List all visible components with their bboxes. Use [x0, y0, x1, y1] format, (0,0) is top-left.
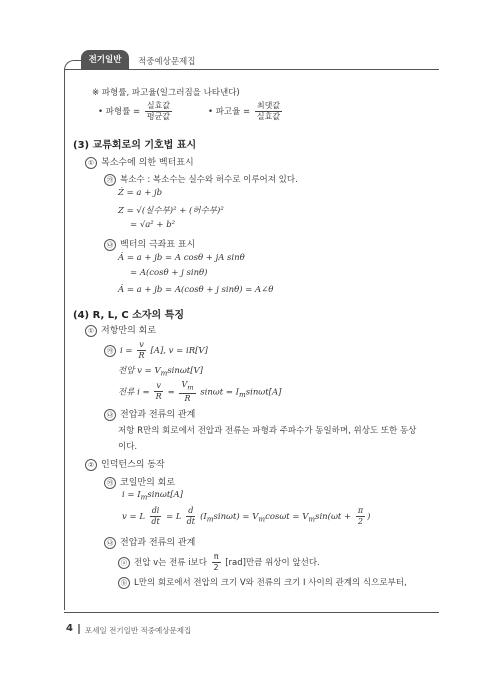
marker-1: ① [85, 157, 97, 169]
s4-item-1-label: 저항만의 회로 [101, 326, 157, 336]
eq-polar-3: Ȧ = a + jb = A(cosθ + j sinθ) = A∠θ [118, 285, 274, 295]
eq-current-n2-sub: m [187, 383, 194, 392]
relation-a-post: [rad]만큼 위상이 앞선다. [225, 558, 320, 568]
header-tab-label: 전기일반 [88, 55, 122, 65]
eq-coil-v-mid5: sin(ωt + [315, 512, 352, 522]
eq-voltage [118, 364, 203, 378]
eq-coil-v-sub: m [206, 514, 214, 524]
eq-polar-2: = A(cosθ + j sinθ) [130, 268, 208, 278]
s3-item-1-label: 복소수에 의한 벡터표시 [101, 158, 194, 168]
eq-coil-v-sub3: m [308, 514, 316, 524]
eq-current [118, 380, 281, 404]
eq-coil-v-frac1 [150, 506, 162, 527]
relation-a [118, 552, 320, 573]
form-factor-label: • 파형률 = [98, 107, 141, 117]
eq-coil-v-d2: dt [186, 517, 195, 526]
eq-current-tail: sinωt = I [200, 387, 240, 398]
eq-z-magnitude: Z = √(실수부)² + (허수부)² [118, 206, 224, 216]
crest-factor-fraction [255, 101, 282, 122]
eq-current-frac2 [179, 380, 195, 404]
header-tab [81, 50, 129, 70]
marker-na: ㉯ [104, 409, 116, 421]
eq-coil-current-sub: m [140, 492, 148, 502]
s4-item-2 [85, 457, 165, 471]
eq-current-d1: R [155, 392, 162, 402]
eq-current-label: 전류 i = [118, 387, 150, 398]
eq-voltage-sub: m [160, 368, 168, 378]
s4-item-1b [104, 407, 195, 421]
marker-b: ⓑ [118, 577, 130, 589]
eq-coil-v-sub2: m [258, 514, 266, 524]
eq-ohm [104, 340, 208, 361]
footer-divider [78, 624, 80, 634]
form-factor-fraction [145, 101, 172, 122]
eq-current-eq: = [167, 387, 175, 398]
book-title: 적중예상문제집 [138, 57, 196, 67]
eq-current-n2 [179, 380, 195, 394]
relation-a-pre: 전압 v는 전류 i보다 [134, 558, 207, 568]
s3-item-1b-label: 벡터의 극좌표 표시 [120, 240, 196, 250]
eq-coil-v-n2: d [188, 506, 194, 515]
eq-coil-current-rest: sinωt[A] [147, 490, 184, 500]
eq-current-frac1 [154, 381, 163, 402]
relation-b-text: L만의 회로에서 전압의 크기 V와 전류의 크기 I 사이의 관계의 식으로부터, [134, 578, 407, 588]
eq-coil-v-d3: 2 [357, 517, 363, 526]
crest-factor [208, 101, 284, 122]
s4-item-2-label: 인덕턴스의 동작 [101, 460, 165, 470]
s4-item-1 [85, 323, 156, 337]
s3-item-1 [85, 155, 194, 169]
relation-text-2: 이다. [118, 442, 138, 452]
eq-ohm-num: v [139, 340, 144, 349]
marker-a: ⓐ [118, 557, 130, 569]
s4-item-2a [104, 475, 175, 489]
s4-item-2b [104, 535, 195, 549]
marker-ga: ㉮ [104, 174, 116, 186]
eq-coil-v-mid2: (I [200, 512, 207, 522]
eq-coil-v-left: v = L [122, 512, 145, 522]
eq-coil-voltage [122, 506, 370, 527]
marker-1: ① [85, 325, 97, 337]
crest-factor-den: 실효값 [256, 112, 281, 121]
relation-a-num: π [213, 552, 219, 561]
eq-ohm-fraction [137, 340, 146, 361]
marker-2: ② [85, 459, 97, 471]
crest-factor-num: 최댓값 [256, 101, 281, 110]
left-margin-line [64, 70, 65, 610]
eq-coil-v-mid3: sinωt) = V [213, 512, 259, 522]
crest-factor-label: • 파고율 = [208, 107, 251, 117]
s3-item-1a [104, 173, 298, 186]
marker-ga: ㉮ [104, 477, 116, 489]
footer-rule [64, 612, 439, 613]
s4-item-2a-label: 코일만의 회로 [120, 478, 176, 488]
eq-coil-v-n1: di [151, 506, 160, 515]
eq-current-tail2: sinωt[A] [245, 387, 282, 398]
eq-current-tail-sub: m [239, 389, 246, 399]
eq-voltage-rest: sinωt[V] [167, 366, 203, 376]
eq-coil-v-frac2 [186, 506, 195, 527]
relation-text: 저항 R만의 회로에서 전압과 전류는 파형과 주파수가 동일하며, 위상도 또한 동상 [118, 426, 417, 436]
eq-coil-v-end: ) [367, 512, 371, 522]
form-factor-num: 실효값 [146, 101, 171, 110]
eq-voltage-text: 전압 v = V [118, 366, 161, 376]
s4-item-1b-label: 전압과 전류의 관계 [120, 410, 196, 420]
eq-coil-v-d1: dt [151, 517, 160, 526]
page-number: 4 [66, 623, 73, 634]
s4-item-2b-label: 전압과 전류의 관계 [120, 538, 196, 548]
note-title: ※ 파형률, 파고율(일그러짐을 나타낸다) [92, 88, 240, 98]
eq-current-n1: v [156, 381, 161, 391]
eq-coil-v-n3: π [357, 506, 364, 515]
header-rule [64, 69, 439, 70]
section-4-title: (4) R, L, C 소자의 특징 [73, 310, 185, 321]
eq-ohm-left: i = [120, 346, 133, 356]
eq-coil-v-mid: = L [166, 512, 182, 522]
relation-b [118, 576, 407, 589]
marker-ga: ㉮ [104, 345, 116, 357]
eq-coil-current-text: i = I [122, 490, 141, 500]
eq-current-d2: R [184, 393, 191, 403]
eq-z-complex: Ż = a + jb [118, 188, 163, 198]
footer-text: 포세일 전기일반 적중예상문제집 [85, 626, 192, 635]
form-factor-den: 평균값 [146, 112, 171, 121]
s3-item-1b [104, 237, 195, 251]
marker-na: ㉯ [104, 239, 116, 251]
s3-item-1a-label: 복소수 : 복소수는 실수와 허수로 이루어져 있다. [120, 175, 298, 185]
marker-na: ㉯ [104, 537, 116, 549]
eq-coil-current [122, 490, 183, 502]
relation-a-den: 2 [213, 563, 219, 572]
eq-coil-v-mid4: cosωt = V [265, 512, 309, 522]
eq-ohm-den: R [138, 351, 145, 360]
eq-z-sqrt: = √a² + b² [130, 220, 176, 230]
eq-ohm-right: [A], v = iR[V] [150, 346, 208, 356]
form-factor [98, 101, 174, 122]
eq-current-n2-text: V [181, 380, 188, 389]
eq-polar-1: Ȧ = a + jb = A cosθ + jA sinθ [118, 253, 245, 263]
eq-coil-v-frac3 [356, 506, 365, 527]
section-3-title: (3) 교류회로의 기호법 표시 [73, 140, 197, 151]
relation-a-fraction [212, 552, 221, 573]
